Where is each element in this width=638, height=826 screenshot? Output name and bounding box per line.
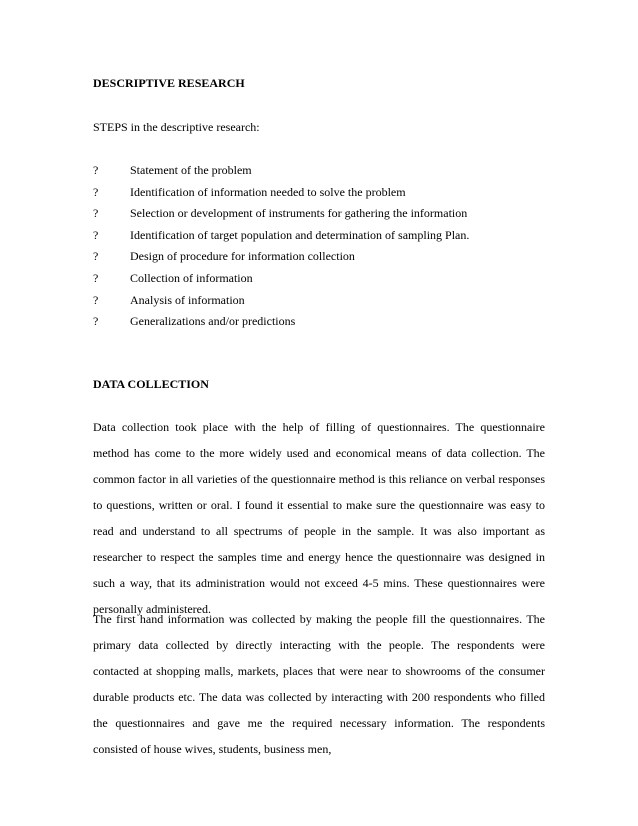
step-text: Design of procedure for information collection (130, 249, 355, 264)
bullet-glyph: ? (93, 227, 99, 242)
step-text: Statement of the problem (130, 163, 252, 177)
step-text: Identification of target population and determination of sampling Plan. (130, 227, 470, 242)
bullet-glyph: ? (93, 314, 99, 329)
step-text: Identification of information needed to solve the problem (130, 184, 406, 199)
section-heading-descriptive-research: DESCRIPTIVE RESEARCH (93, 76, 245, 90)
bullet-glyph: ? (93, 249, 99, 264)
paragraph-data-collection-1: Data collection took place with the help of filling of questionnaires. The questionnaire method has come to the more widely used and economical means of data collection. The common factor in all varieties of the questionnaire method is this reliance on verbal responses to questions, written or oral. I found it essential to make sure the questionnaire was easy to read and understand to all spectrums of people in the sample. It was also important as researcher to respect the samples time and energy hence the questionnaire was designed in such a way, that its administration would not exceed 4-5 mins. These questionnaires were personally administered. (93, 420, 545, 616)
bullet-glyph: ? (93, 163, 99, 177)
step-text: Analysis of information (130, 292, 245, 307)
bullet-glyph: ? (93, 292, 99, 307)
step-text: Collection of information (130, 270, 253, 285)
section-heading-data-collection: DATA COLLECTION (93, 377, 209, 391)
paragraph-data-collection-2: The first hand information was collected by making the people fill the questionnaires. The primary data collected by directly interacting with the people. The respondents were contacted at shopping malls, markets, places that were near to showrooms of the consumer durable products etc. The data was collected by interacting with 200 respondents who filled the questionnaires and gave me the required necessary information. The respondents consisted of house wives, students, business men, (93, 612, 545, 756)
bullet-glyph: ? (93, 184, 99, 199)
bullet-glyph: ? (93, 206, 99, 221)
steps-intro: STEPS in the descriptive research: (93, 120, 260, 134)
bullet-glyph: ? (93, 270, 99, 285)
step-text: Generalizations and/or predictions (130, 314, 296, 329)
step-text: Selection or development of instruments for gathering the information (130, 206, 468, 221)
